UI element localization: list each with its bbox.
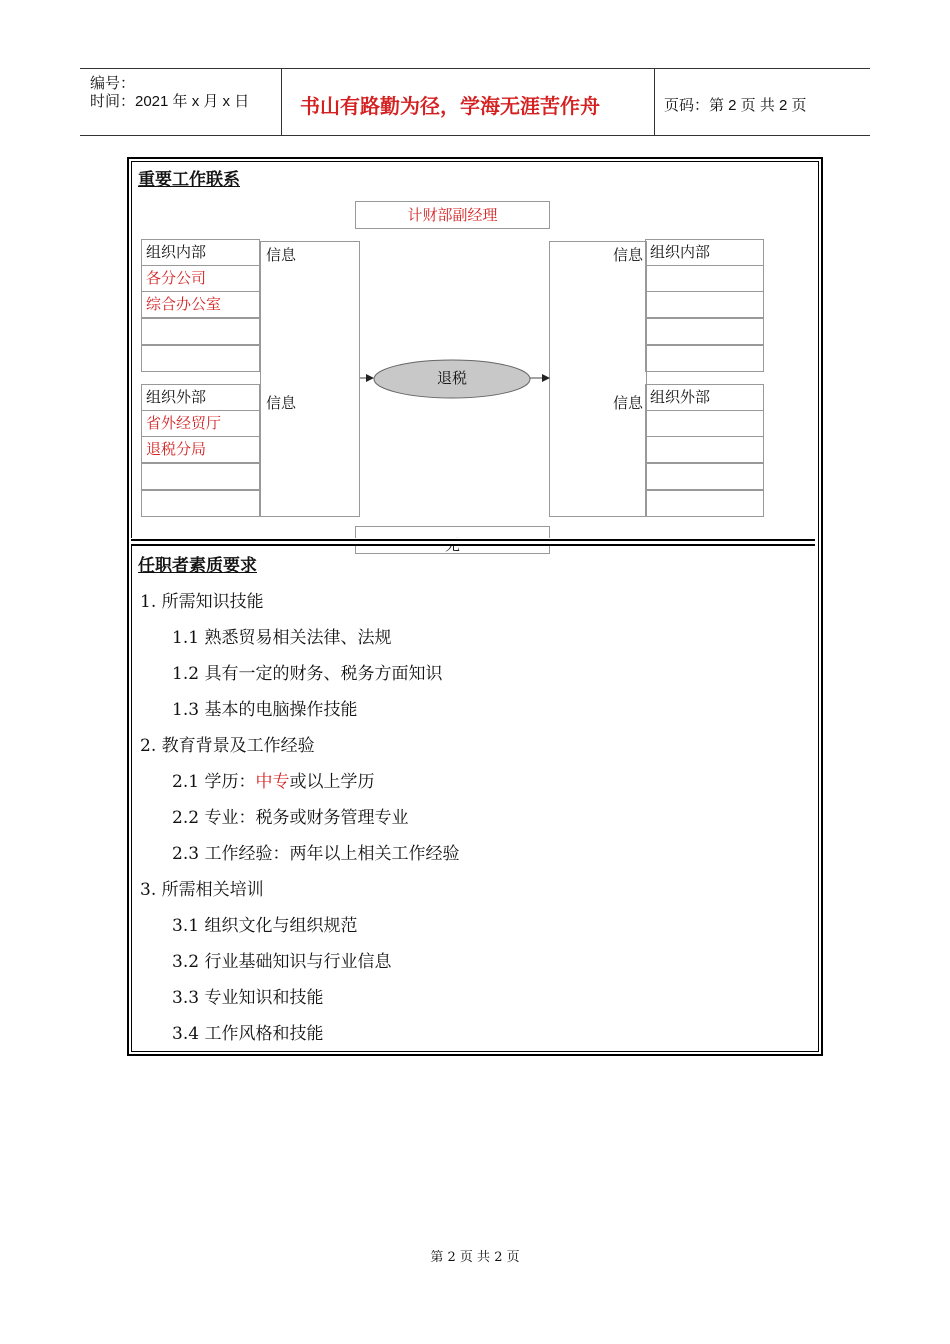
section-3-label: 3. 所需相关培训: [140, 880, 264, 900]
section-3-item: 3.3 专业知识和技能: [172, 988, 324, 1008]
left-external-item: 省外经贸厅: [141, 410, 260, 437]
relations-title: 重要工作联系: [138, 170, 240, 190]
right-external-item: [645, 410, 764, 437]
section-1-item: 1.1 熟悉贸易相关法律、法规: [172, 628, 392, 648]
left-external-item: [141, 463, 260, 490]
header-top-rule: [80, 68, 870, 69]
section-1-label: 1. 所需知识技能: [140, 592, 264, 612]
section-3-item: 3.4 工作风格和技能: [172, 1024, 324, 1044]
page-footer: 第 2 页 共 2 页: [430, 1250, 520, 1265]
section-1-item: 1.2 具有一定的财务、税务方面知识: [172, 664, 443, 684]
right-info-label-top: 信息: [613, 246, 644, 264]
center-label: 退税: [436, 369, 467, 387]
qualifications-title: 任职者素质要求: [138, 556, 257, 576]
left-internal-title: 组织内部: [141, 239, 260, 266]
left-internal-item: [141, 318, 260, 345]
right-info-label-bottom: 信息: [613, 394, 644, 412]
header-number-label: 编号：: [90, 75, 136, 92]
education-suffix: 或以上学历: [289, 772, 375, 792]
right-internal-item: [645, 265, 764, 292]
section-2-item-education: [172, 767, 374, 792]
left-external-title: 组织外部: [141, 384, 260, 411]
right-info-bracket: [549, 241, 647, 517]
section-2-item: 2.3 工作经验：两年以上相关工作经验: [172, 844, 460, 864]
section-3-item: 3.2 行业基础知识与行业信息: [172, 952, 392, 972]
section-2-item: 2.2 专业：税务或财务管理专业: [172, 808, 409, 828]
right-internal-item: [645, 318, 764, 345]
right-external-item: [645, 463, 764, 490]
section-2-label: 2. 教育背景及工作经验: [140, 736, 315, 756]
left-internal-item: 综合办公室: [141, 291, 260, 318]
right-internal-item: [645, 345, 764, 372]
section-divider-2: [131, 544, 815, 546]
left-external-item: [141, 490, 260, 517]
education-prefix: 2.1 学历：: [172, 772, 256, 792]
section-1-item: 1.3 基本的电脑操作技能: [172, 700, 358, 720]
left-internal-item: 各分公司: [141, 265, 260, 292]
section-3-item: 3.1 组织文化与组织规范: [172, 916, 358, 936]
right-external-item: [645, 436, 764, 463]
header-divider-1: [281, 68, 282, 136]
left-external-item: 退税分局: [141, 436, 260, 463]
education-highlight: 中专: [255, 772, 290, 792]
right-internal-item: [645, 291, 764, 318]
left-info-bracket: [260, 241, 360, 517]
top-role-box: 计财部副经理: [355, 201, 550, 229]
right-internal-title: 组织内部: [645, 239, 764, 266]
right-external-item: [645, 490, 764, 517]
left-internal-item: [141, 345, 260, 372]
left-info-label-bottom: 信息: [266, 394, 297, 412]
header-time-label: 时间：2021 年 x 月 x 日: [90, 93, 250, 110]
header-page-info: 页码：第 2 页 共 2 页: [664, 97, 807, 114]
section-divider-1: [131, 539, 815, 541]
header-divider-2: [654, 68, 655, 136]
left-info-label-top: 信息: [266, 246, 297, 264]
header-bottom-rule: [80, 135, 870, 136]
right-external-title: 组织外部: [645, 384, 764, 411]
header-motto: 书山有路勤为径，学海无涯苦作舟: [300, 94, 600, 118]
